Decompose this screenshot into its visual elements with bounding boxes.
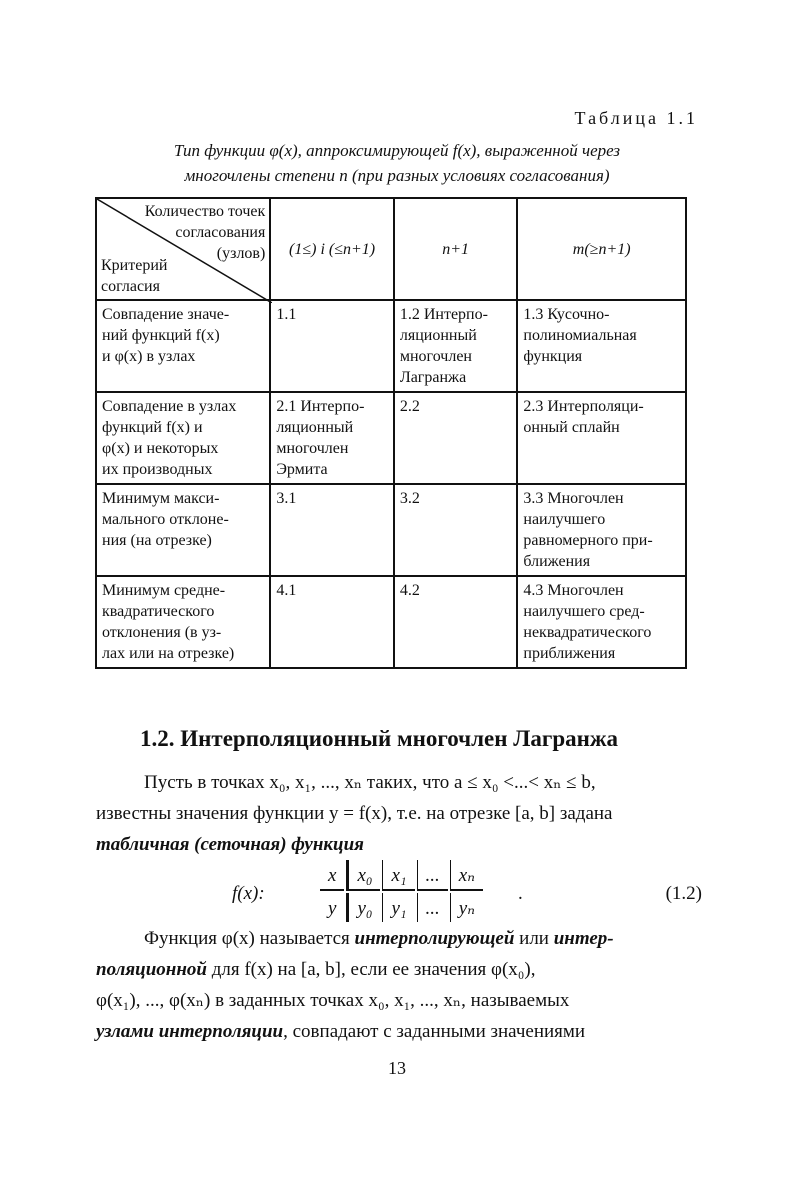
criterion-line: и φ(x) в узлах [102, 348, 196, 365]
corner-bottom-label: Критерий согласия [101, 257, 168, 295]
criterion-line: функций f(x) и [102, 419, 203, 436]
cell-line: Эрмита [276, 461, 328, 478]
formula-name: f(x): [232, 883, 265, 904]
paragraph-line: известны значения функции y = f(x), т.е. на отрезке [a, b] задана [96, 803, 613, 824]
table-cell [394, 392, 518, 484]
paragraph-line: узлами интерполяции, совпадают с заданными значениями [96, 1021, 586, 1042]
formula-cell: y₀ [346, 893, 380, 922]
cell-line: 1.3 Кусочно- [523, 306, 610, 323]
caption-line-1: Тип функции φ(x), аппроксимирующей f(x), выраженной через [173, 141, 621, 160]
cell-line: многочлен [276, 440, 349, 457]
cell-line: онный сплайн [523, 419, 620, 436]
paragraph-1 [96, 767, 702, 860]
criterion-line: Совпадение значе- [102, 306, 230, 323]
equation-number: (1.2) [665, 883, 702, 904]
cell-line: наилучшего [523, 511, 606, 528]
header-cell: n+1 [394, 198, 518, 300]
cell-line: 2.1 Интерпо- [276, 398, 365, 415]
cell-line: неквадратического [523, 624, 652, 641]
formula-cell: xₙ [450, 860, 483, 891]
paragraph-line: φ(x₁), ..., φ(xₙ) в заданных точках x₀, x₁, ..., xₙ, называемых [96, 990, 570, 1011]
cell-line: 2.2 [399, 398, 420, 415]
cell-line: 1.2 Интерпо- [399, 306, 488, 323]
table-cell [517, 484, 686, 576]
cell-line: функция [523, 348, 583, 365]
criterion-line: отклонения (в уз- [102, 624, 222, 641]
cell-line: 3.1 [276, 490, 297, 507]
criterion-cell [96, 576, 270, 668]
cell-line: Лагранжа [399, 369, 467, 386]
cell-line: многочлен [399, 348, 472, 365]
table-row [96, 300, 686, 392]
criterion-line: Совпадение в узлах [102, 398, 237, 415]
cell-line: ляционный [276, 419, 354, 436]
criterion-line: их производных [102, 461, 213, 478]
corner-top-label: Количество точек согласования (узлов) [144, 203, 266, 262]
formula-cell: ... [417, 860, 448, 891]
formula-cell: y [328, 897, 337, 919]
table-cell [270, 300, 394, 392]
table-cell [394, 576, 518, 668]
table-row [96, 392, 686, 484]
table-caption [96, 138, 698, 188]
paragraph-2 [96, 923, 702, 1047]
cell-line: ляционный [399, 327, 477, 344]
formula-period: . [518, 883, 523, 904]
cell-line: ближения [523, 553, 591, 570]
cell-line: 4.1 [276, 582, 297, 599]
cell-line: 2.3 Интерполяци- [523, 398, 644, 415]
criterion-line: ния (на отрезке) [102, 532, 212, 549]
table-cell [270, 484, 394, 576]
criterion-cell [96, 300, 270, 392]
header-cell: m(≥n+1) [517, 198, 686, 300]
table-label: Таблица 1.1 [574, 108, 698, 128]
formula-cell: yₙ [450, 893, 483, 922]
formula-row-y [320, 893, 483, 922]
table-cell [270, 392, 394, 484]
criterion-cell [96, 484, 270, 576]
cell-line: 1.1 [276, 306, 297, 323]
grid-function-table [318, 858, 485, 924]
approximation-table [95, 197, 687, 669]
cell-line: приближения [523, 645, 616, 662]
paragraph-line: Пусть в точках x₀, x₁, ..., xₙ таких, что a ≤ x₀ <...< xₙ ≤ b, [144, 772, 596, 793]
formula-cell: x₁ [382, 860, 414, 891]
formula-cell: ... [417, 893, 448, 922]
page-number: 13 [388, 1058, 406, 1078]
table-cell [270, 576, 394, 668]
table-cell [394, 300, 518, 392]
paragraph-line: поляционной для f(x) на [a, b], если ее значения φ(x₀), [96, 959, 536, 980]
formula-cell: x₀ [346, 860, 380, 891]
cell-line: равномерного при- [523, 532, 653, 549]
header-cell: (1≤) i (≤n+1) [270, 198, 394, 300]
table-body [96, 300, 686, 668]
criterion-line: лах или на отрезке) [102, 645, 235, 662]
criterion-line: ний функций f(x) [102, 327, 220, 344]
table-header-row [96, 198, 686, 300]
table-cell [517, 576, 686, 668]
caption-line-2: многочлены степени n (при разных условиях согласования) [184, 166, 610, 185]
paragraph-line: Функция φ(x) называется интерполирующей или интер- [144, 928, 614, 949]
cell-line: наилучшего сред- [523, 603, 645, 620]
table-cell [517, 392, 686, 484]
cell-line: 4.3 Многочлен [523, 582, 624, 599]
cell-line: 3.3 Многочлен [523, 490, 624, 507]
criterion-line: мального отклоне- [102, 511, 229, 528]
formula-cell: y₁ [382, 893, 414, 922]
formula-cell: x [320, 860, 344, 891]
cell-line: 3.2 [399, 490, 420, 507]
criterion-line: Минимум макси- [102, 490, 220, 507]
criterion-line: квадратического [102, 603, 215, 620]
cell-line: 4.2 [399, 582, 420, 599]
table-row [96, 484, 686, 576]
criterion-cell [96, 392, 270, 484]
criterion-line: φ(x) и некоторых [102, 440, 219, 457]
paragraph-emphasis: табличная (сеточная) функция [96, 834, 364, 855]
table-row [96, 576, 686, 668]
table-cell [394, 484, 518, 576]
corner-header-cell [96, 198, 270, 300]
section-title: 1.2. Интерполяционный многочлен Лагранжа [140, 726, 619, 751]
table-cell [517, 300, 686, 392]
criterion-line: Минимум средне- [102, 582, 226, 599]
cell-line: полиномиальная [523, 327, 637, 344]
formula-row-x [320, 860, 483, 891]
